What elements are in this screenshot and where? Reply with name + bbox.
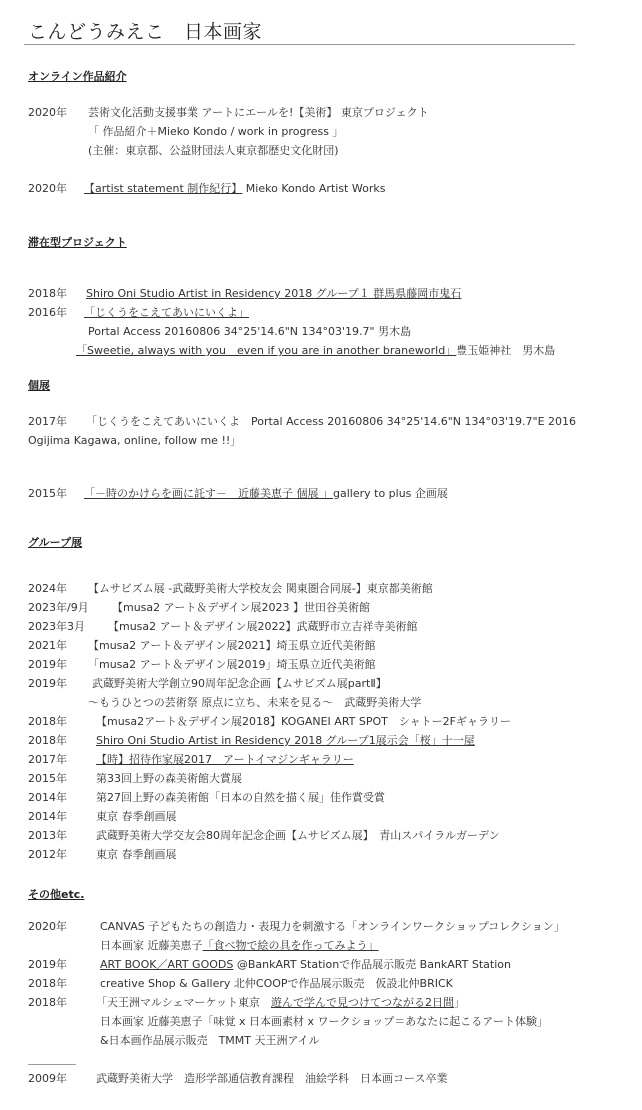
entry-text: ～もうひとつの芸術祭 原点に立ち、未来を見る～ 武蔵野美術大学 [88, 696, 422, 709]
group-item [28, 658, 376, 672]
section-heading-other: その他etc. [28, 888, 85, 901]
online-entry-1-line-2: 「 作品紹介＋Mieko Kondo / work in progress 」 [88, 125, 344, 138]
entry-year: 2021年 [28, 639, 67, 652]
artist-statement-link[interactable]: 【artist statement 制作紀行】 [84, 182, 243, 195]
entry-year: 2023年/9月 [28, 601, 89, 614]
group-item [28, 639, 376, 653]
group-item [28, 829, 500, 843]
group-item [28, 715, 511, 729]
section-heading-group: グループ展 [28, 536, 83, 549]
solo-2015-link[interactable]: 「－時のかけらを画に託す－ 近藤美恵子 個展 」 [84, 487, 333, 500]
entry-year: 2012年 [28, 848, 67, 861]
solo-entry-2 [28, 487, 448, 501]
page-title: こんどうみえこ 日本画家 [28, 21, 263, 43]
entry-text: 「じくうをこえてあいにいくよ Portal Access 20160806 34°25'14.6"N 134°03'19.7"E 2016 [86, 415, 577, 428]
entry-year: 2018年 [28, 734, 67, 747]
other-entry-1-line-2 [100, 939, 379, 953]
entry-text: 日本画家 近藤美恵子 [100, 939, 203, 952]
entry-year: 2019年 [28, 658, 67, 671]
tennozu-marche-link[interactable]: 遊んで学んで見つけてつながる2日間 [270, 996, 454, 1009]
entry-text: 武蔵野美術大学交友会80周年記念企画【ムサビズム展】 青山スパイラルガーデン [96, 829, 500, 842]
entry-year: 2016年 [28, 306, 67, 319]
art-book-goods-link[interactable]: ART BOOK／ART GOODS [100, 958, 234, 971]
food-paint-workshop-link[interactable]: 「食べ物で絵の具を作ってみよう」 [202, 939, 379, 952]
other-entry-3 [28, 977, 453, 991]
sweetie-link[interactable]: 「Sweetie, always with you even if you are in another braneworld」 [76, 344, 457, 357]
group-item [28, 791, 385, 805]
shiro-oni-residency-link[interactable]: Shiro Oni Studio Artist in Residency 2018 グループ１ 群馬県藤岡市鬼石 [86, 287, 462, 300]
section-heading-residency: 滞在型プロジェクト [28, 236, 127, 249]
group-item [28, 601, 371, 615]
group-item [28, 582, 433, 596]
entry-year: 2013年 [28, 829, 67, 842]
entry-text: gallery to plus 企画展 [333, 487, 448, 500]
other-entry-4-line-2: 日本画家 近藤美恵子「味覚 x 日本画素材 x ワークショップ＝あなたに起こるアート体験」 [100, 1015, 548, 1028]
group-item [28, 734, 475, 748]
entry-year: 2019年 [28, 677, 67, 690]
other-entry-2 [28, 958, 511, 972]
entry-text: 【musa2アート＆デザイン展2018】KOGANEI ART SPOT シャトー2Fギャラリー [96, 715, 511, 728]
entry-year: 2017年 [28, 753, 67, 766]
entry-year: 2020年 [28, 182, 67, 195]
entry-text: @BankART Stationで作品展示販売 BankART Station [233, 958, 511, 971]
entry-text: 【musa2 アート＆デザイン展2021】埼玉県立近代美術館 [88, 639, 376, 652]
entry-text: 」 [453, 996, 465, 1009]
entry-text: 「musa2 アート＆デザイン展2019」埼玉県立近代美術館 [88, 658, 376, 671]
other-entry-4 [28, 996, 465, 1010]
online-entry-1-line-3: (主催：東京都、公益財団法人東京都歴史文化財団) [88, 144, 339, 157]
entry-text: 【musa2 アート＆デザイン展2022】武蔵野市立吉祥寺美術館 [108, 620, 418, 633]
entry-year: 2020年 [28, 106, 67, 119]
entry-year: 2018年 [28, 996, 67, 1009]
solo-entry-1-line-2: Ogijima Kagawa, online, follow me !!」 [28, 434, 242, 447]
entry-text: 【ムサビズム展 -武蔵野美術大学校友会 関東圏合同展-】東京都美術館 [88, 582, 433, 595]
group-item [28, 677, 387, 691]
online-entry-1 [28, 106, 429, 120]
group-item [28, 620, 418, 634]
entry-year: 2020年 [28, 920, 67, 933]
entry-year: 2023年3月 [28, 620, 85, 633]
entry-text: 芸術文化活動支援事業 アートにエールを!【美術】 東京プロジェクト [88, 106, 429, 119]
solo-entry-1 [28, 415, 577, 429]
entry-text: 東京 春季創画展 [96, 848, 177, 861]
entry-text: creative Shop & Gallery 北仲COOPで作品展示販売 仮設北仲BRICK [100, 977, 453, 990]
entry-year: 2015年 [28, 772, 67, 785]
residency-entry-2-line-3 [76, 344, 555, 358]
entry-year: 2017年 [28, 415, 67, 428]
group-item [28, 848, 177, 862]
residency-entry-2-line-2: Portal Access 20160806 34°25'14.6"N 134°03'19.7" 男木島 [88, 325, 412, 338]
group-item [28, 772, 242, 786]
residency-entry-1 [28, 287, 462, 301]
entry-year: 2009年 [28, 1072, 67, 1085]
entry-year: 2018年 [28, 287, 67, 300]
title-divider [24, 44, 575, 45]
entry-text: 東京 春季創画展 [96, 810, 177, 823]
group-item [28, 753, 354, 767]
entry-year: 2019年 [28, 958, 67, 971]
residency-entry-2 [28, 306, 249, 320]
entry-text: CANVAS 子どもたちの創造力・表現力を刺激する「オンラインワークショップコレクション」 [100, 920, 565, 933]
entry-year: 2018年 [28, 977, 67, 990]
entry-text: 第27回上野の森美術館「日本の自然を描く展」佳作賞受賞 [96, 791, 385, 804]
entry-text: Mieko Kondo Artist Works [242, 182, 386, 195]
entry-text: 武蔵野美術大学 造形学部通信教育課程 油絵学科 日本画コース卒業 [96, 1072, 448, 1085]
section-heading-solo: 個展 [28, 379, 50, 392]
entry-year: 2014年 [28, 791, 67, 804]
entry-year: 2018年 [28, 715, 67, 728]
online-entry-2 [28, 182, 386, 196]
section-heading-online: オンライン作品紹介 [28, 70, 127, 83]
other-entry-1 [28, 920, 565, 934]
entry-year: 2014年 [28, 810, 67, 823]
entry-text: 【musa2 アート＆デザイン展2023 】世田谷美術館 [112, 601, 371, 614]
section-divider [28, 1064, 76, 1065]
entry-text: 武蔵野美術大学創立90周年記念企画【ムサビズム展partⅡ】 [92, 677, 387, 690]
shiro-oni-exhibition-link[interactable]: Shiro Oni Studio Artist in Residency 2018 グループ1展示会「桜」十一屋 [96, 734, 475, 747]
entry-year: 2015年 [28, 487, 67, 500]
entry-text: 第33回上野の森美術館大賞展 [96, 772, 242, 785]
education-entry [28, 1072, 448, 1086]
jikuu-link[interactable]: 「じくうをこえてあいにいくよ」 [84, 306, 249, 319]
toki-invitation-link[interactable]: 【時】招待作家展2017 アートイマジンギャラリー [96, 753, 354, 766]
entry-year: 2024年 [28, 582, 67, 595]
other-entry-4-line-3: &日本画作品展示販売 TMMT 天王洲アイル [100, 1034, 320, 1047]
entry-text: 「天王洲マルシェマーケット東京 [96, 996, 271, 1009]
group-item [28, 810, 177, 824]
entry-text: 豊玉姫神社 男木島 [456, 344, 556, 357]
